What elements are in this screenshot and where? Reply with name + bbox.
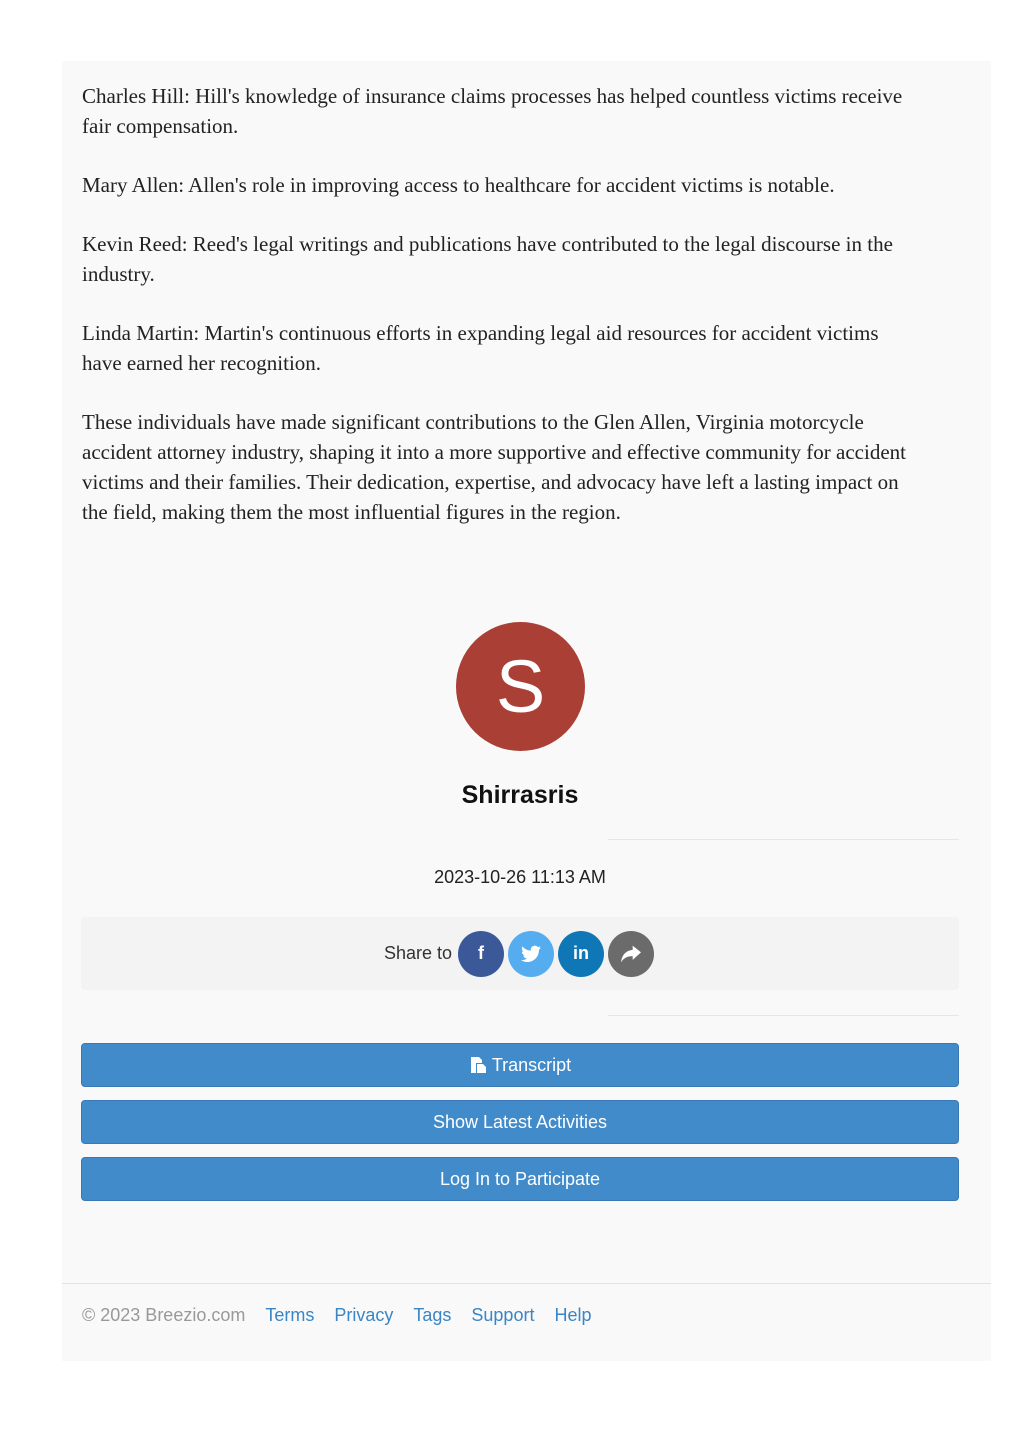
generic-share-button[interactable] bbox=[608, 931, 654, 977]
transcript-label: Transcript bbox=[491, 1054, 572, 1075]
post-card bbox=[62, 61, 991, 1361]
share-bar bbox=[81, 917, 959, 990]
footer-link-privacy[interactable]: Privacy bbox=[334, 1305, 394, 1325]
share-arrow-icon bbox=[621, 945, 641, 963]
avatar-initial: S bbox=[495, 645, 546, 728]
divider bbox=[608, 839, 959, 840]
post-date: 2023-10-26 11:13 AM bbox=[434, 867, 606, 887]
paragraph: Mary Allen: Allen's role in improving access to healthcare for accident victims is notable. bbox=[82, 173, 835, 197]
show-latest-activities-button[interactable]: Show Latest Activities bbox=[81, 1100, 959, 1144]
footer bbox=[82, 1305, 591, 1326]
footer-link-help[interactable]: Help bbox=[554, 1305, 592, 1325]
facebook-icon: f bbox=[478, 943, 485, 963]
footer-link-terms[interactable]: Terms bbox=[265, 1305, 315, 1325]
linkedin-share-button[interactable] bbox=[558, 931, 604, 977]
copy-icon bbox=[469, 1056, 487, 1074]
paragraph: Kevin Reed: Reed's legal writings and publications have contributed to the legal discourse in the industry. bbox=[82, 232, 893, 286]
article-body bbox=[82, 81, 912, 556]
share-label: Share to bbox=[383, 943, 453, 963]
twitter-share-button[interactable] bbox=[508, 931, 554, 977]
transcript-button[interactable] bbox=[81, 1043, 959, 1087]
copyright: © 2023 Breezio.com bbox=[82, 1305, 246, 1325]
facebook-share-button[interactable] bbox=[458, 931, 504, 977]
paragraph: Charles Hill: Hill's knowledge of insurance claims processes has helped countless victims receive fair compensation. bbox=[82, 84, 903, 138]
avatar[interactable] bbox=[456, 622, 585, 751]
paragraph: These individuals have made significant contributions to the Glen Allen, Virginia motorcycle accident attorney industry, shaping it into a more supportive and effective community for accident victims and their families. Their dedication, expertise, and advocacy have left a lasting impact on the field, making them the most influential figures in the region. bbox=[82, 410, 906, 524]
footer-divider bbox=[62, 1283, 991, 1284]
author-name[interactable]: Shirrasris bbox=[461, 781, 579, 809]
twitter-icon bbox=[521, 945, 541, 963]
paragraph: Linda Martin: Martin's continuous efforts in expanding legal aid resources for accident victims have earned her recognition. bbox=[82, 321, 879, 375]
footer-link-tags[interactable]: Tags bbox=[413, 1305, 452, 1325]
login-button[interactable]: Log In to Participate bbox=[81, 1157, 959, 1201]
divider bbox=[608, 1015, 959, 1016]
footer-link-support[interactable]: Support bbox=[471, 1305, 535, 1325]
linkedin-icon: in bbox=[573, 943, 590, 963]
